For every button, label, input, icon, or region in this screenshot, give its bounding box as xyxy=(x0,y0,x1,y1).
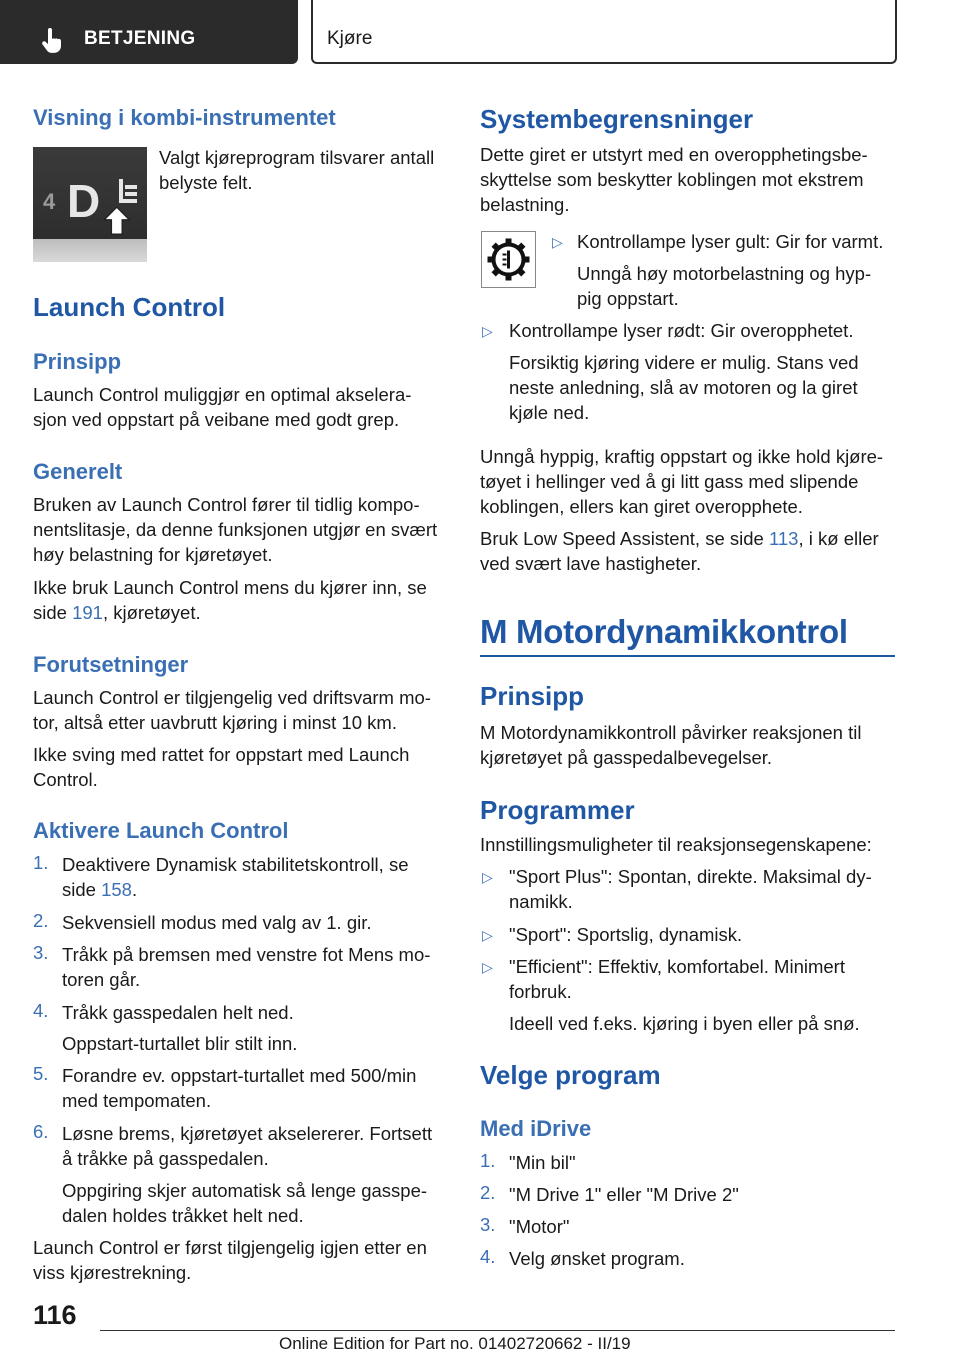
step-4-line-1: Tråkk gasspedalen helt ned. xyxy=(62,1002,294,1023)
heading-aktivere: Aktivere Launch Control xyxy=(33,818,289,843)
hand-touch-icon xyxy=(40,28,64,54)
text-run: side xyxy=(62,879,102,900)
text-run: side xyxy=(33,602,73,623)
section-title: BETJENING xyxy=(84,28,196,49)
heading-rule xyxy=(480,655,895,657)
step-number: 1. xyxy=(33,852,49,873)
heading-launch-control: Launch Control xyxy=(33,292,226,322)
step-number: 3. xyxy=(33,942,49,963)
sving-line-2: Control. xyxy=(33,769,98,790)
step-4-sub-1: Oppstart-turtallet blir stilt inn. xyxy=(62,1033,298,1054)
step-3-line-2: toren går. xyxy=(62,969,141,990)
programmer-text: Innstillingsmuligheter til reaksjonsegenskapene: xyxy=(480,834,872,855)
prog-sport-line-1: "Sport": Sportslig, dynamisk. xyxy=(509,924,743,945)
generelt-line-1: Bruken av Launch Control fører til tidlig kompo- xyxy=(33,494,420,515)
closing-line-2: viss kjørestrekning. xyxy=(33,1262,192,1283)
bullet-yellow: Kontrollampe lyser gult: Gir for varmt. xyxy=(577,231,884,252)
unnga-line-1: Unngå hyppig, kraftig oppstart og ikke hold kjøre- xyxy=(480,446,884,467)
step-6-line-1: Løsne brems, kjøretøyet akselererer. Fortsett xyxy=(62,1123,433,1144)
step-number: 6. xyxy=(33,1121,49,1142)
step-6-line-2: å tråkke på gasspedalen. xyxy=(62,1148,269,1169)
bullet-red-sub-2: neste anledning, slå av motoren og la giret xyxy=(509,377,858,398)
page-link-158[interactable]: 158 xyxy=(101,879,132,900)
ikke-bruk-line-2 xyxy=(33,600,451,625)
prog-efficient-sub: Ideell ved f.eks. kjøring i byen eller på snø. xyxy=(509,1013,860,1034)
text-run: . xyxy=(131,879,138,900)
step-6-sub-1: Oppgiring skjer automatisk så lenge gasspe- xyxy=(62,1180,428,1201)
sving-line-1: Ikke sving med rattet for oppstart med Launch xyxy=(33,744,410,765)
heading-m-motordynamikkontrol: M Motordynamikkontrol xyxy=(480,613,848,650)
step-number: 4. xyxy=(480,1246,496,1267)
prog-efficient-line-1: "Efficient": Effektiv, komfortabel. Minimert xyxy=(509,956,845,977)
bullet-red: Kontrollampe lyser rødt: Gir overopphetet. xyxy=(509,320,854,341)
text-run: , i kø eller xyxy=(798,528,879,549)
step-number: 4. xyxy=(33,1000,49,1021)
step-number: 5. xyxy=(33,1063,49,1084)
section-tab xyxy=(0,0,298,64)
idrive-step-2: "M Drive 1" eller "M Drive 2" xyxy=(509,1184,739,1205)
system-line-2: skyttelse som beskytter koblingen mot ekstrem xyxy=(480,169,864,190)
breadcrumb-label: Kjøre xyxy=(327,28,373,49)
bullet-yellow-sub-2: pig oppstart. xyxy=(577,288,679,309)
visning-line-1: Valgt kjøreprogram tilsvarer antall xyxy=(159,147,435,168)
m-prinsipp-line-1: M Motordynamikkontroll påvirker reaksjonen til xyxy=(480,722,862,743)
heading-velge-program: Velge program xyxy=(480,1060,661,1090)
footer-rule xyxy=(100,1330,895,1331)
bullet-triangle-icon: ▷ xyxy=(482,927,493,943)
text-run: Bruk Low Speed Assistent, se side xyxy=(480,528,769,549)
bullet-triangle-icon: ▷ xyxy=(482,869,493,885)
system-line-3: belastning. xyxy=(480,194,570,215)
idrive-step-1: "Min bil" xyxy=(509,1152,576,1173)
step-number: 1. xyxy=(480,1150,496,1171)
page-number: 116 xyxy=(33,1300,77,1330)
bruk-low-line-2: ved svært lave hastigheter. xyxy=(480,553,702,574)
gear-warning-icon xyxy=(481,231,536,288)
forut-line-2: tor, altså etter uavbrutt kjøring i minst 10 km. xyxy=(33,712,397,733)
step-1-line-2 xyxy=(62,877,452,902)
ikke-bruk-line-1: Ikke bruk Launch Control mens du kjører inn, se xyxy=(33,577,427,598)
svg-text:D: D xyxy=(67,175,101,227)
page-link-191[interactable]: 191 xyxy=(72,602,103,623)
idrive-step-3: "Motor" xyxy=(509,1216,570,1237)
svg-text:4: 4 xyxy=(43,189,56,214)
heading-prinsipp-right: Prinsipp xyxy=(480,681,585,711)
heading-visning: Visning i kombi-instrumentet xyxy=(33,105,336,130)
closing-line-1: Launch Control er først tilgjengelig igjen etter en xyxy=(33,1237,427,1258)
step-5-line-1: Forandre ev. oppstart-turtallet med 500/min xyxy=(62,1065,417,1086)
step-2-line-1: Sekvensiell modus med valg av 1. gir. xyxy=(62,912,372,933)
unnga-line-3: koblingen, ellers kan giret overopphete. xyxy=(480,496,803,517)
step-number: 3. xyxy=(480,1214,496,1235)
text-run: , kjøretøyet. xyxy=(102,602,201,623)
generelt-line-3: høy belastning for kjøretøyet. xyxy=(33,544,273,565)
heading-med-idrive: Med iDrive xyxy=(480,1116,592,1141)
heading-forutsetninger: Forutsetninger xyxy=(33,652,189,677)
heading-systembegrensninger: Systembegrensninger xyxy=(480,104,754,134)
prog-sport-plus-line-1: "Sport Plus": Spontan, direkte. Maksimal dy- xyxy=(509,866,872,887)
prinsipp-line-1: Launch Control muliggjør en optimal akselera- xyxy=(33,384,412,405)
bullet-yellow-sub-1: Unngå høy motorbelastning og hyp- xyxy=(577,263,872,284)
bullet-triangle-icon: ▷ xyxy=(552,234,563,250)
step-3-line-1: Tråkk på bremsen med venstre fot Mens mo- xyxy=(62,944,431,965)
idrive-step-4: Velg ønsket program. xyxy=(509,1248,685,1269)
bullet-triangle-icon: ▷ xyxy=(482,959,493,975)
heading-generelt: Generelt xyxy=(33,459,123,484)
step-6-sub-2: dalen holdes tråkket helt ned. xyxy=(62,1205,304,1226)
step-5-line-2: med tempomaten. xyxy=(62,1090,212,1111)
gear-indicator-display xyxy=(33,147,147,262)
heading-prinsipp-left: Prinsipp xyxy=(33,349,122,374)
m-prinsipp-line-2: kjøretøyet på gasspedalbevegelser. xyxy=(480,747,773,768)
heading-programmer: Programmer xyxy=(480,795,635,825)
forut-line-1: Launch Control er tilgjengelig ved driftsvarm mo- xyxy=(33,687,431,708)
system-line-1: Dette giret er utstyrt med en overopphetingsbe- xyxy=(480,144,868,165)
step-number: 2. xyxy=(480,1182,496,1203)
breadcrumb xyxy=(311,0,897,64)
prinsipp-line-2: sjon ved oppstart på veibane med godt grep. xyxy=(33,409,400,430)
generelt-line-2: nentslitasje, da denne funksjonen utgjør en svært xyxy=(33,519,438,540)
step-1-line-1: Deaktivere Dynamisk stabilitetskontroll, se xyxy=(62,854,409,875)
unnga-line-2: tøyet i hellinger ved å gi litt gass med slipende xyxy=(480,471,859,492)
bullet-red-sub-1: Forsiktig kjøring videre er mulig. Stans ved xyxy=(509,352,859,373)
bullet-triangle-icon: ▷ xyxy=(482,323,493,339)
footer-edition: Online Edition for Part no. 01402720662 - II/19 xyxy=(279,1334,631,1353)
bruk-low-line-1 xyxy=(480,526,898,551)
prog-sport-plus-line-2: namikk. xyxy=(509,891,573,912)
bullet-red-sub-3: kjøle ned. xyxy=(509,402,590,423)
prog-efficient-line-2: forbruk. xyxy=(509,981,572,1002)
step-number: 2. xyxy=(33,910,49,931)
page-link-113[interactable]: 113 xyxy=(768,528,799,549)
page-header xyxy=(0,0,960,68)
visning-line-2: belyste felt. xyxy=(159,172,253,193)
